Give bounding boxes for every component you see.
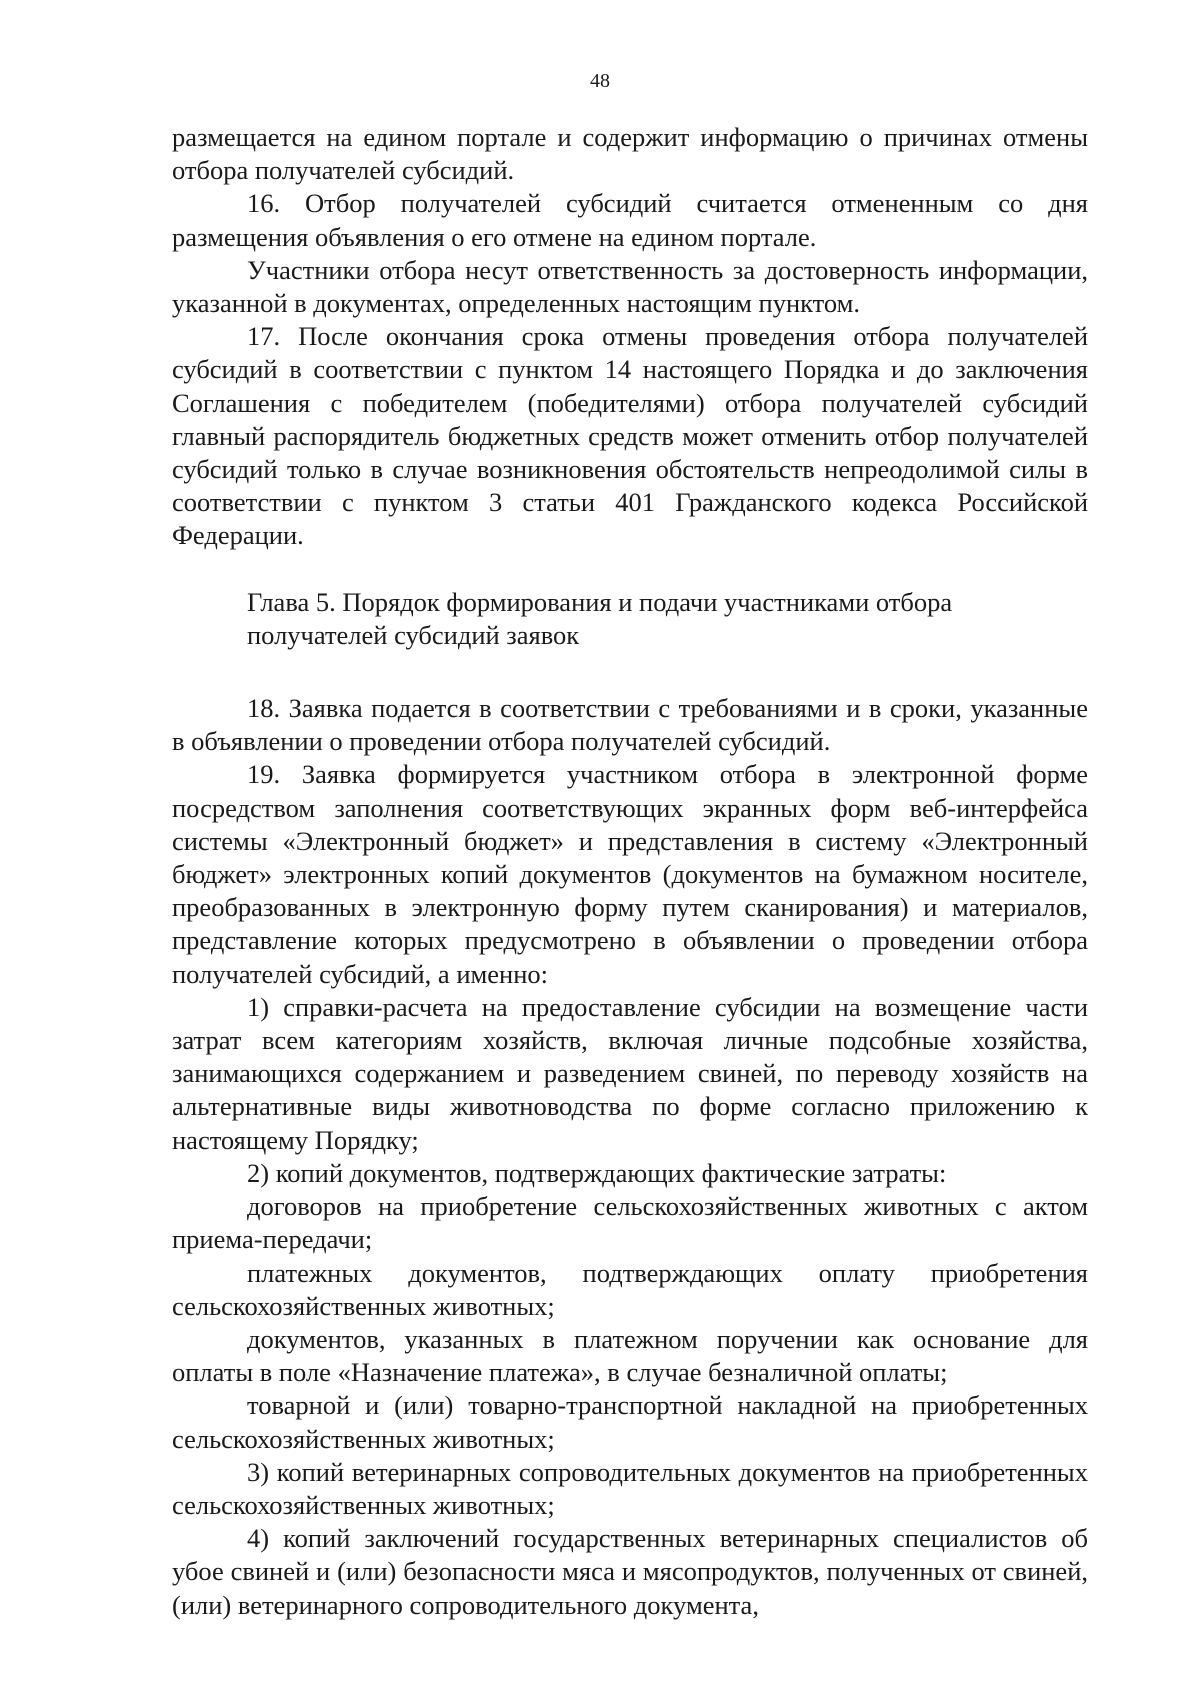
paragraph-item-19: 19. Заявка формируется участником отбора в электронной форме посредством заполнения соответствующих экранных форм веб-интерфейса системы «Электронный бюджет» и представления в систему «Электронный бюджет» электронных копий документов (документов на бумажном носителе, преобразованных в электронную форму путем сканирования) и материалов, представление которых предусмотрено в объявлении о проведении отбора получателей субсидий, а именно: [172, 759, 1088, 989]
chapter-heading-line-2: получателей субсидий заявок [247, 619, 580, 650]
paragraph-subitem-3: 3) копий ветеринарных сопроводительных документов на приобретенных сельскохозяйственных животных; [172, 1456, 1088, 1520]
paragraph-subitem-1: 1) справки-расчета на предоставление субсидии на возмещение части затрат всем категориям хозяйств, включая личные подсобные хозяйства, занимающихся содержанием и разведением свиней, по переводу хозяйств на альтернативные виды животноводства по форме согласно приложению к настоящему Порядку; [172, 991, 1088, 1155]
paragraph-payment-order-documents: документов, указанных в платежном поручении как основание для оплаты в поле «Назначение платежа», в случае безналичной оплаты; [172, 1323, 1088, 1388]
paragraph-waybill: товарной и (или) товарно-транспортной накладной на приобретенных сельскохозяйственных животных; [172, 1390, 1088, 1454]
paragraph-subitem-2: 2) копий документов, подтверждающих фактические затраты: [247, 1157, 947, 1188]
paragraph-subitem-4: 4) копий заключений государственных ветеринарных специалистов об убое свиней и (или) безопасности мяса и мясопродуктов, полученных от свиней, (или) ветеринарного сопроводительного документа, [172, 1523, 1088, 1620]
paragraph-item-18: 18. Заявка подается в соответствии с требованиями и в сроки, указанные в объявлении о проведении отбора получателей субсидий. [172, 693, 1088, 757]
chapter-heading [172, 586, 1088, 652]
paragraph-item-16: 16. Отбор получателей субсидий считается отмененным со дня размещения объявления о его отмене на едином портале. [172, 188, 1088, 252]
paragraph-item-17: 17. После окончания срока отмены проведения отбора получателей субсидий в соответствии с пунктом 14 настоящего Порядка и до заключения Соглашения с победителем (победителями) отбора получателей субсидий главный распорядитель бюджетных средств может отменить отбор получателей субсидий только в случае возникновения обстоятельств непреодолимой силы в соответствии с пунктом 3 статьи 401 Гражданского кодекса Российской Федерации. [172, 321, 1088, 551]
paragraph-participants-responsibility: Участники отбора несут ответственность за достоверность информации, указанной в документах, определенных настоящим пунктом. [172, 254, 1088, 319]
document-body [172, 121, 1088, 1622]
spacer [172, 553, 1088, 586]
paragraph-payment-documents: платежных документов, подтверждающих оплату приобретения сельскохозяйственных животных; [172, 1257, 1088, 1321]
chapter-heading-line-1: Глава 5. Порядок формирования и подачи участниками отбора [247, 586, 953, 617]
spacer [172, 652, 1088, 692]
paragraph-contracts: договоров на приобретение сельскохозяйственных животных с актом приема-передачи; [172, 1191, 1088, 1255]
page-number: 48 [590, 70, 610, 92]
paragraph-continuation: размещается на едином портале и содержит информацию о причинах отмены отбора получателей субсидий. [172, 122, 1088, 186]
